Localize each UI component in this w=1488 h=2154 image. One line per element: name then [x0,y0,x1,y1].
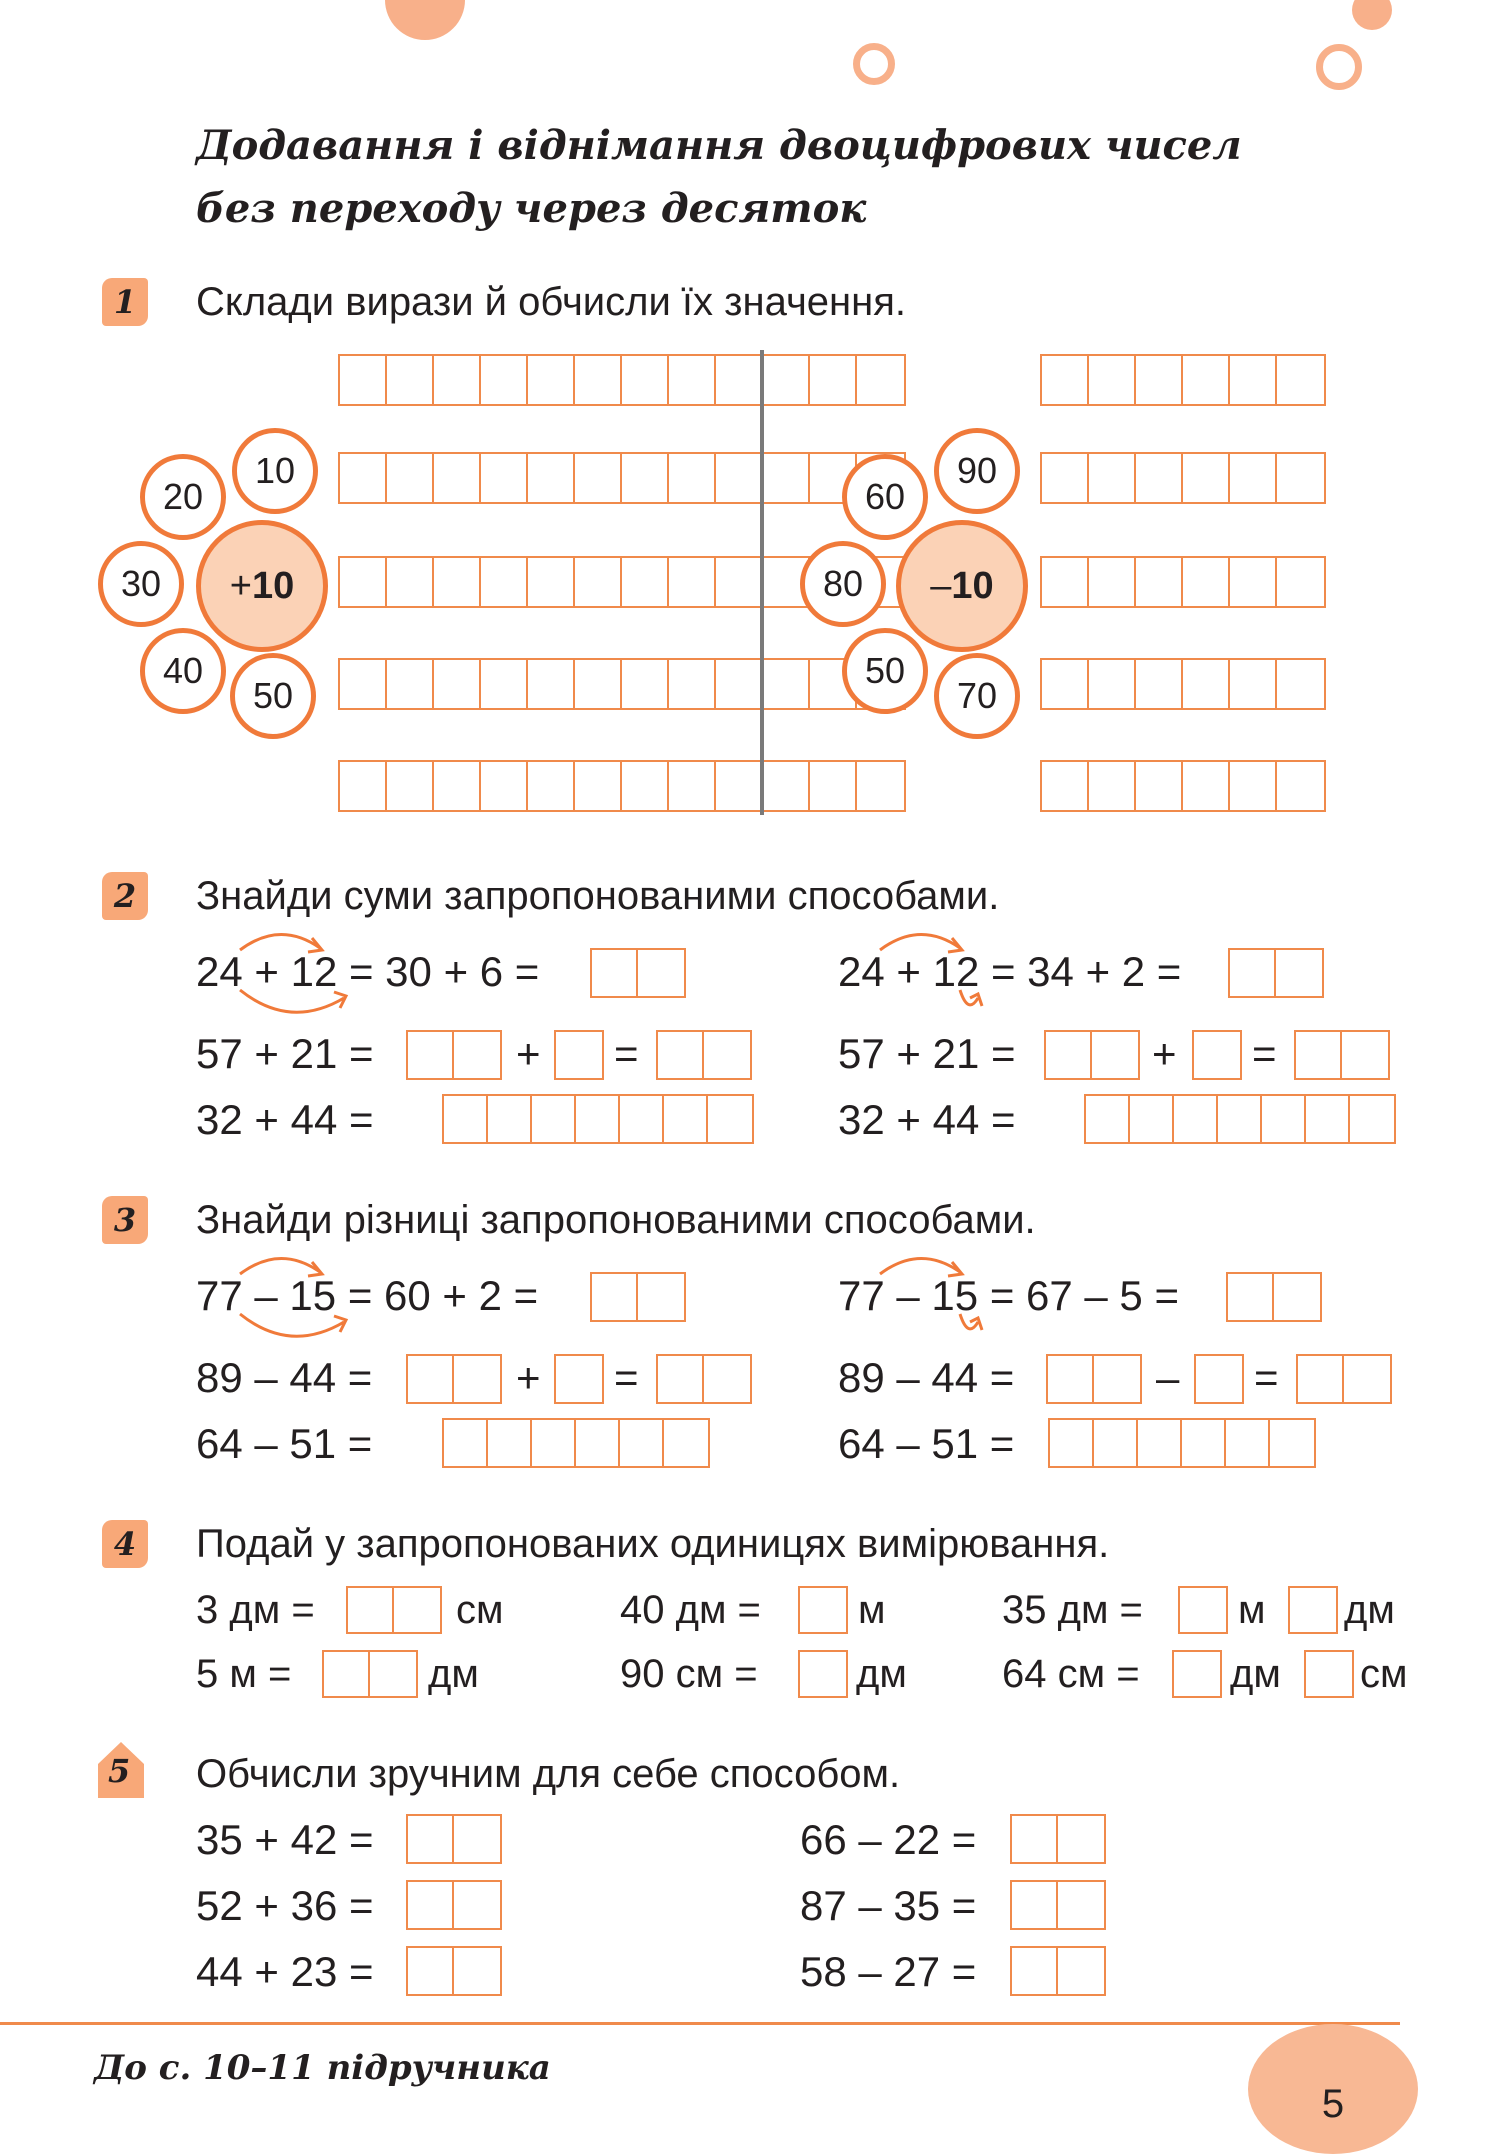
conversion-expr: 40 дм = [620,1588,761,1632]
expression: 57 + 21 = [196,1030,374,1077]
answer-boxes[interactable] [1010,1880,1106,1930]
unit-label: см [1360,1652,1408,1696]
expression: 57 + 21 = [838,1030,1016,1077]
expression: 32 + 44 = [196,1096,374,1143]
expression: 77 – 15 = 67 – 5 = [838,1272,1179,1319]
answer-boxes[interactable] [338,658,906,710]
answer-boxes[interactable] [1226,1272,1322,1322]
answer-boxes[interactable] [1228,948,1324,998]
conversion-expr: 90 см = [620,1652,758,1696]
expression: 64 – 51 = [196,1420,373,1467]
expression: 24 + 12 = 34 + 2 = [838,948,1182,995]
answer-boxes[interactable] [1304,1650,1354,1698]
answer-boxes[interactable] [1294,1030,1390,1080]
flower-petal: 50 [230,653,316,739]
flower-petal: 10 [232,428,318,514]
answer-boxes[interactable] [1046,1354,1142,1404]
page-title: Додавання і віднімання двоцифрових чисел [196,122,1242,169]
answer-boxes[interactable] [406,1946,502,1996]
answer-boxes[interactable] [1194,1354,1244,1404]
decor-circle [1316,44,1362,90]
equals: = [614,1030,639,1077]
conversion-expr: 5 м = [196,1652,292,1696]
expression: 32 + 44 = [838,1096,1016,1143]
answer-boxes[interactable] [1044,1030,1140,1080]
operator: + [1152,1030,1177,1077]
task-number: 5 [108,1752,131,1790]
task5-instruction: Обчисли зручним для себе способом. [196,1752,901,1796]
expression: 87 – 35 = [800,1882,977,1929]
answer-boxes[interactable] [1172,1650,1222,1698]
decor-circle [385,0,465,40]
answer-boxes[interactable] [1010,1946,1106,1996]
task-number-badge: 1 [102,278,148,326]
answer-boxes[interactable] [1296,1354,1392,1404]
flower-petal: 30 [98,541,184,627]
unit-label: см [456,1588,504,1632]
unit-label: дм [856,1652,907,1696]
flower-petal: 90 [934,428,1020,514]
flower-petal: 70 [934,653,1020,739]
answer-boxes[interactable] [1040,556,1326,608]
task-number-badge: 4 [102,1520,148,1568]
textbook-reference: До с. 10–11 підручника [94,2048,551,2088]
expression: 66 – 22 = [800,1816,977,1863]
arrow-hint [860,920,1010,1030]
equals: = [1254,1354,1279,1401]
decor-circle [853,43,895,85]
task-number-badge: 2 [102,872,148,920]
expression: 44 + 23 = [196,1948,374,1995]
answer-boxes[interactable] [338,354,906,406]
arrow-hint [220,920,370,1030]
answer-boxes[interactable] [338,452,906,504]
answer-boxes[interactable] [1288,1586,1338,1634]
answer-boxes[interactable] [406,1880,502,1930]
task-number-badge: 3 [102,1196,148,1244]
answer-boxes[interactable] [554,1354,604,1404]
answer-boxes[interactable] [1040,658,1326,710]
answer-boxes[interactable] [1040,760,1326,812]
task2-instruction: Знайди суми запропонованими способами. [196,874,1000,918]
answer-boxes[interactable] [442,1094,754,1144]
answer-boxes[interactable] [406,1030,502,1080]
answer-boxes[interactable] [554,1030,604,1080]
flower-petal: 50 [842,628,928,714]
answer-boxes[interactable] [1048,1418,1316,1468]
answer-boxes[interactable] [590,948,686,998]
unit-label: дм [1230,1652,1281,1696]
answer-boxes[interactable] [406,1814,502,1864]
footer-divider [0,2022,1400,2025]
task1-instruction: Склади вирази й обчисли їх значення. [196,280,906,324]
page-subtitle: без переходу через десяток [196,185,867,232]
answer-boxes[interactable] [1084,1094,1396,1144]
operator: + [516,1030,541,1077]
page-number: 5 [1248,2024,1418,2154]
flower-petal: 20 [140,454,226,540]
answer-boxes[interactable] [590,1272,686,1322]
answer-boxes[interactable] [798,1586,848,1634]
decor-circle [1352,0,1392,30]
flower-petal: 40 [140,628,226,714]
task3-instruction: Знайди різниці запропонованими способами. [196,1198,1036,1242]
answer-boxes[interactable] [442,1418,710,1468]
answer-boxes[interactable] [1178,1586,1228,1634]
flower-petal: 60 [842,454,928,540]
expression: 24 + 12 = 30 + 6 = [196,948,540,995]
unit-label: дм [1344,1588,1395,1632]
flower-center-plus: + 10 [196,520,328,652]
answer-boxes[interactable] [322,1650,418,1698]
expression: 64 – 51 = [838,1420,1015,1467]
answer-boxes[interactable] [338,760,906,812]
expression: 58 – 27 = [800,1948,977,1995]
expression: 52 + 36 = [196,1882,374,1929]
conversion-expr: 3 дм = [196,1588,315,1632]
flower-petal: 80 [800,541,886,627]
unit-label: м [1238,1588,1266,1632]
column-divider [760,350,764,815]
conversion-expr: 35 дм = [1002,1588,1143,1632]
answer-boxes[interactable] [406,1354,502,1404]
flower-center-minus: – 10 [896,520,1028,652]
expression: 77 – 15 = 60 + 2 = [196,1272,539,1319]
unit-label: дм [428,1652,479,1696]
equals: = [1252,1030,1277,1077]
operator: – [1156,1354,1180,1401]
answer-boxes[interactable] [656,1354,752,1404]
expression: 89 – 44 = [838,1354,1015,1401]
equals: = [614,1354,639,1401]
arrow-hint [860,1244,1010,1354]
expression: 89 – 44 = [196,1354,373,1401]
arrow-hint [220,1244,370,1354]
expression: 35 + 42 = [196,1816,374,1863]
answer-boxes[interactable] [798,1650,848,1698]
answer-boxes[interactable] [1192,1030,1242,1080]
answer-boxes[interactable] [346,1586,442,1634]
conversion-expr: 64 см = [1002,1652,1140,1696]
unit-label: м [858,1588,886,1632]
answer-boxes[interactable] [1040,452,1326,504]
answer-boxes[interactable] [656,1030,752,1080]
operator: + [516,1354,541,1401]
answer-boxes[interactable] [1010,1814,1106,1864]
answer-boxes[interactable] [1040,354,1326,406]
task4-instruction: Подай у запропонованих одиницях вимірювання. [196,1522,1110,1566]
